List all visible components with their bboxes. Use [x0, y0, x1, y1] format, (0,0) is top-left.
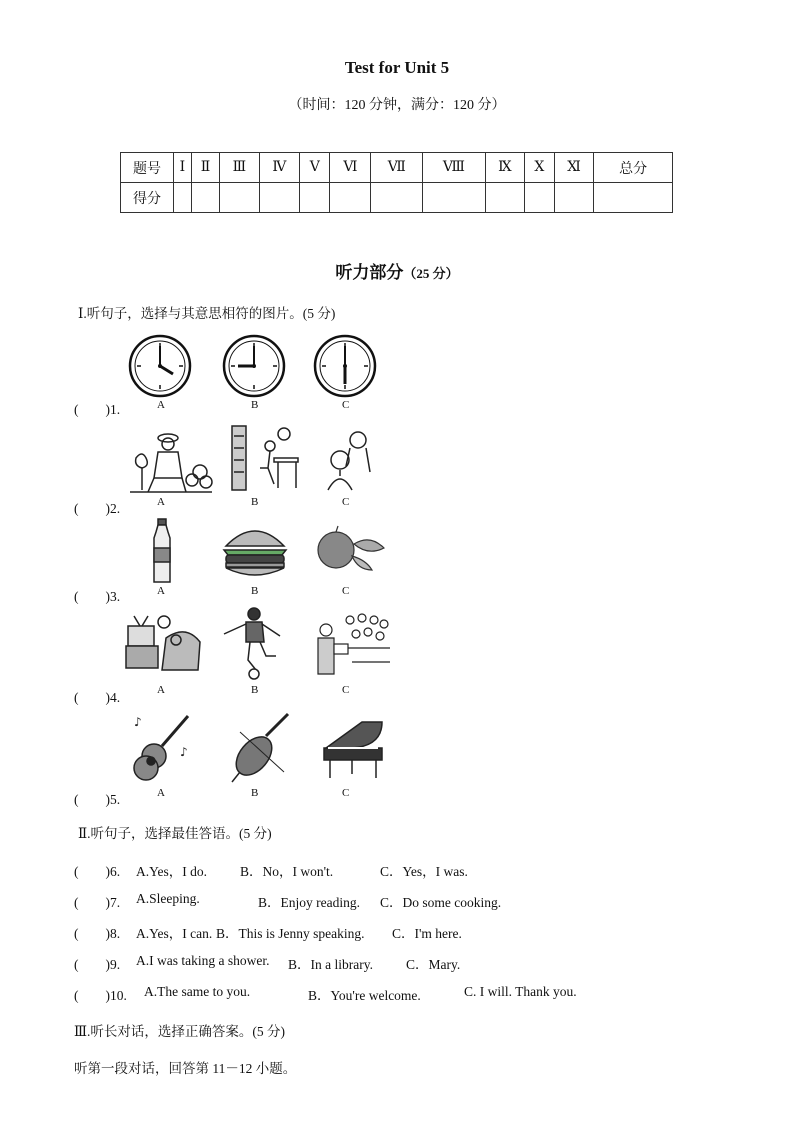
option-b: B．You're welcome.	[308, 988, 421, 1003]
part3-instruction: 听第一段对话，回答第 11－12 小题。	[74, 1061, 297, 1076]
haircut-icon	[320, 426, 376, 492]
header-cell: Ⅶ	[371, 153, 423, 183]
part3-title: Ⅲ.听长对话，选择正确答案。(5 分)	[74, 1024, 286, 1039]
part1-title: Ⅰ.听句子，选择与其意思相符的图片。(5 分)	[78, 306, 336, 321]
student-desk-icon	[230, 424, 302, 494]
option-label: C	[342, 399, 350, 411]
option-label: A	[157, 787, 165, 799]
cello-icon	[226, 712, 294, 784]
header-cell: Ⅲ	[220, 153, 259, 183]
svg-text:♪: ♪	[180, 745, 188, 759]
question-number: ( )3.	[74, 589, 121, 604]
option-c: C．I'm here.	[392, 926, 462, 941]
score-cell[interactable]	[371, 183, 423, 213]
score-cell[interactable]	[220, 183, 259, 213]
header-cell: 总分	[594, 153, 673, 183]
listening-title: 听力部分	[335, 263, 404, 282]
score-table	[120, 152, 673, 213]
header-cell: Ⅺ	[554, 153, 593, 183]
concert-audience-icon	[312, 608, 392, 678]
header-cell: Ⅷ	[423, 153, 486, 183]
score-cell[interactable]	[554, 183, 593, 213]
option-a: A.Sleeping.	[136, 891, 200, 906]
option-c: C．Yes，I was.	[380, 864, 468, 879]
soccer-player-icon	[220, 606, 286, 680]
option-c: C. I will. Thank you.	[464, 984, 577, 999]
score-cell[interactable]	[259, 183, 300, 213]
guitar-icon	[132, 712, 196, 782]
clock-6-icon	[313, 334, 377, 398]
score-cell[interactable]	[485, 183, 524, 213]
score-cell[interactable]	[191, 183, 220, 213]
option-label: A	[157, 496, 165, 508]
option-label: B	[251, 787, 259, 799]
piano-icon	[322, 718, 384, 780]
listening-score: （25 分）	[403, 266, 459, 281]
question-number: ( )1.	[74, 402, 121, 417]
page-subtitle: （时间：120 分钟，满分：120 分）	[288, 98, 506, 113]
option-c: C．Do some cooking.	[380, 895, 502, 910]
question-number: ( )5.	[74, 792, 121, 807]
header-cell: Ⅱ	[191, 153, 220, 183]
option-label: B	[251, 585, 259, 597]
watching-tv-icon	[122, 612, 202, 674]
listening-section-title	[0, 258, 794, 283]
option-label: C	[342, 496, 350, 508]
header-cell: Ⅹ	[525, 153, 555, 183]
option-b: B．Enjoy reading.	[258, 895, 360, 910]
score-cell[interactable]	[300, 183, 330, 213]
option-label: A	[157, 684, 165, 696]
option-b: B．No，I won't.	[240, 864, 334, 879]
question-number: ( )4.	[74, 690, 121, 705]
option-a: A.The same to you.	[144, 984, 251, 999]
option-a: A.Yes，I do.	[136, 864, 208, 879]
apple-icon	[308, 524, 390, 574]
question-number: ( )9.	[74, 957, 121, 972]
score-cell[interactable]	[423, 183, 486, 213]
question-number: ( )10.	[74, 988, 127, 1003]
score-table-score-row	[121, 183, 673, 213]
option-label: B	[251, 684, 259, 696]
score-cell[interactable]	[330, 183, 371, 213]
header-cell: Ⅴ	[300, 153, 330, 183]
option-a: A.I was taking a shower.	[136, 953, 270, 968]
part2-title: Ⅱ.听句子，选择最佳答语。(5 分)	[78, 826, 272, 841]
svg-text:♪: ♪	[134, 715, 142, 729]
water-bottle-icon	[150, 518, 174, 584]
option-b: B．In a library.	[288, 957, 373, 972]
score-table-header-row	[121, 153, 673, 183]
question-number: ( )7.	[74, 895, 121, 910]
clock-4-icon	[128, 334, 192, 398]
option-a: A.Yes，I can.	[136, 926, 213, 941]
score-row-label: 得分	[121, 183, 174, 213]
option-b: B．This is Jenny speaking.	[216, 926, 365, 941]
option-label: A	[157, 399, 165, 411]
option-label: C	[342, 585, 350, 597]
hamburger-icon	[222, 522, 288, 580]
score-cell[interactable]	[594, 183, 673, 213]
page-title: Test for Unit 5	[344, 58, 450, 77]
question-number: ( )2.	[74, 501, 121, 516]
score-cell[interactable]	[525, 183, 555, 213]
score-cell[interactable]	[174, 183, 192, 213]
option-label: A	[157, 585, 165, 597]
header-cell: Ⅰ	[174, 153, 192, 183]
option-label: B	[251, 496, 259, 508]
option-label: C	[342, 787, 350, 799]
header-cell: Ⅸ	[485, 153, 524, 183]
gardener-icon	[128, 428, 214, 494]
header-cell: 题号	[121, 153, 174, 183]
header-cell: Ⅳ	[259, 153, 300, 183]
clock-3-icon	[222, 334, 286, 398]
header-cell: Ⅵ	[330, 153, 371, 183]
option-label: B	[251, 399, 259, 411]
option-label: C	[342, 684, 350, 696]
option-c: C．Mary.	[406, 957, 461, 972]
question-number: ( )8.	[74, 926, 121, 941]
question-number: ( )6.	[74, 864, 121, 879]
